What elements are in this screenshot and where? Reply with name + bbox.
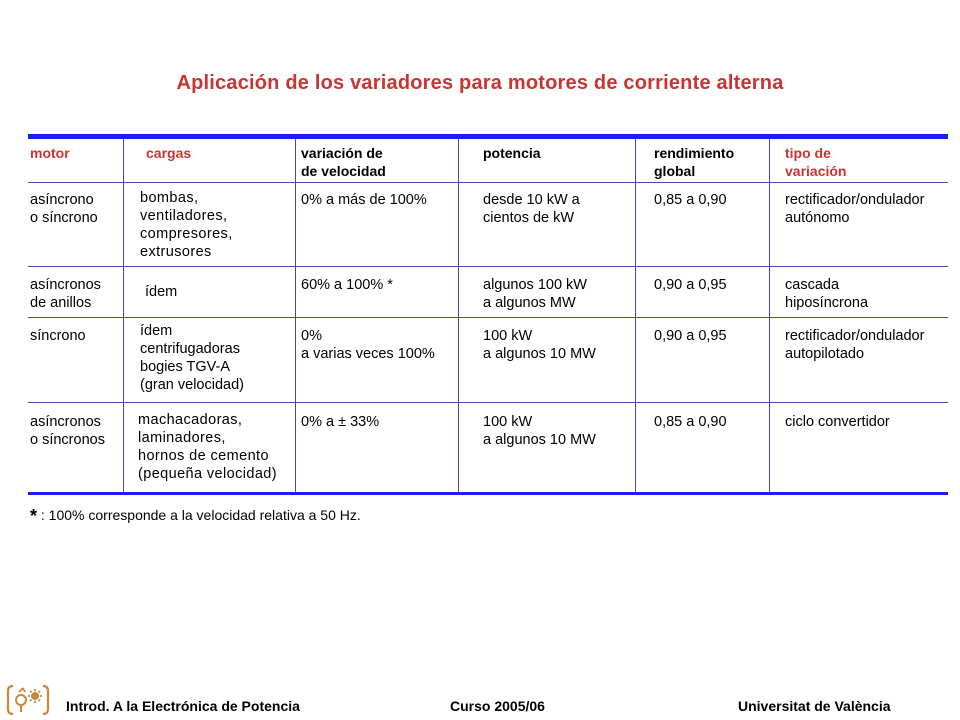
row3-rendimiento: 0,90 a 0,95 [654, 328, 727, 344]
header-variacion: variación de de velocidad [301, 145, 386, 179]
header-divider [28, 182, 948, 183]
row1-cargas: bombas, ventiladores, compresores, extrusores [140, 190, 233, 260]
row-divider [28, 317, 948, 318]
row3-motor: síncrono [30, 328, 86, 344]
table-top-rule [28, 134, 948, 139]
row1-rendimiento: 0,85 a 0,90 [654, 192, 727, 208]
row4-rendimiento: 0,85 a 0,90 [654, 414, 727, 430]
footer-university: Universitat de València [738, 698, 891, 714]
column-divider [635, 139, 636, 492]
header-potencia: potencia [483, 145, 541, 161]
footnote-star: * [30, 506, 38, 526]
header-rendimiento: rendimiento global [654, 145, 735, 179]
variadores-table [28, 134, 948, 496]
row4-cargas: machacadoras, laminadores, hornos de cemento (pequeña velocidad) [138, 412, 277, 482]
header-motor: motor [30, 145, 70, 161]
university-logo-icon [6, 682, 50, 718]
row3-potencia: 100 kW a algunos 10 MW [483, 328, 596, 362]
row4-potencia: 100 kW a algunos 10 MW [483, 414, 596, 448]
column-divider [769, 139, 770, 492]
footer-course-year: Curso 2005/06 [450, 698, 545, 714]
row2-rendimiento: 0,90 a 0,95 [654, 277, 727, 293]
header-cargas: cargas [146, 145, 192, 161]
row-divider [28, 266, 948, 267]
row3-cargas: ídem centrifugadoras bogies TGV-A (gran velocidad) [140, 323, 244, 393]
row3-variacion: 0% a varias veces 100% [301, 328, 435, 362]
row1-motor: asíncrono o síncrono [30, 192, 98, 226]
header-tipo: tipo de variación [785, 145, 847, 179]
row4-variacion: 0% a ± 33% [301, 414, 380, 430]
column-divider [295, 139, 296, 492]
row3-tipo: rectificador/ondulador autopilotado [785, 328, 925, 362]
row4-motor: asíncronos o síncronos [30, 414, 105, 448]
row-divider [28, 402, 948, 403]
row4-tipo: ciclo convertidor [785, 414, 890, 430]
footnote [30, 504, 361, 525]
row1-potencia: desde 10 kW a cientos de kW [483, 192, 580, 226]
footer [0, 680, 960, 720]
row2-cargas: ídem [145, 284, 178, 300]
footnote-text: : 100% corresponde a la velocidad relativa a 50 Hz. [40, 507, 361, 523]
column-divider [458, 139, 459, 492]
footer-course-name: Introd. A la Electrónica de Potencia [66, 698, 300, 714]
row2-tipo: cascada hiposíncrona [785, 277, 869, 311]
row2-motor: asíncronos de anillos [30, 277, 101, 311]
row2-potencia: algunos 100 kW a algunos MW [483, 277, 587, 311]
row1-variacion: 0% a más de 100% [301, 192, 427, 208]
table-bottom-rule [28, 492, 948, 495]
page-title: Aplicación de los variadores para motores de corriente alterna [176, 72, 784, 94]
column-divider [123, 139, 124, 492]
row2-variacion: 60% a 100% * [301, 277, 393, 293]
row1-tipo: rectificador/ondulador autónomo [785, 192, 925, 226]
